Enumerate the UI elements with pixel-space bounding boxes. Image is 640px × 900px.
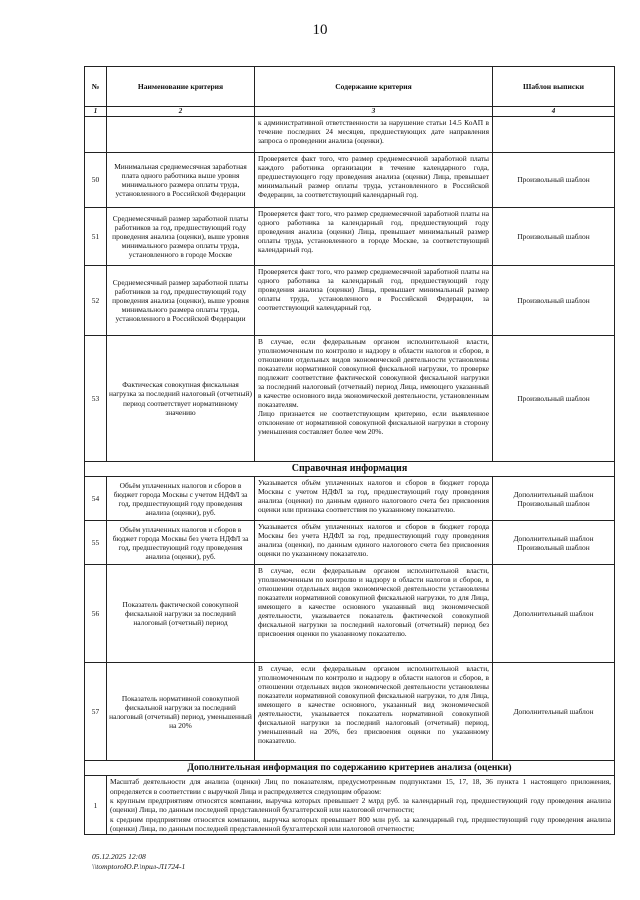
table-row [85,565,615,663]
table-row [85,776,615,835]
row-name: Минимальная среднемесячная заработная плата одного работника выше уровня минимального размера оплаты труда, установленного в Российской Федерации [107,153,255,208]
row-content: Проверяется факт того, что размер среднемесячной заработной платы на одного работника за календарный год, предшествующий году проведения анализа (оценки) Лица, превышает минимальный размер оплаты труда, установленного в Российской Федерации, за соответствующий календарный год. [255,266,493,336]
header-name: Наименование критерия [107,67,255,107]
row-content: Указывается объём уплаченных налогов и сборов в бюджет города Москвы без учета НДФЛ за год, предшествующий году проведения анализа (оценки), по данным единого налогового счета без присвоения оценки по указанному показателю. [255,521,493,565]
row-name: Среднемесячный размер заработной платы работников за год, предшествующий году проведения анализа (оценки), выше уровня минимального размера оплаты труда, установленного в Российской Федерации [107,266,255,336]
section-row [85,462,615,477]
table-header-row [85,67,615,107]
footer-date: 05.12.2025 12:08 [92,852,146,861]
header-numbers-row [85,107,615,117]
table-row [85,663,615,761]
row-content-paragraph: Лицо признается не соответствующим критерию, если выявленное отклонение от нормативной совокупной фискальной нагрузки в сторону уменьшения составляет более чем 20%. [258,409,489,437]
additional-paragraph: к средним предприятиям относятся компании, выручка которых превышает 800 млн руб. за календарный год, предшествующий году проведения анализа (оценки) Лица, по данным последней представленной бухгалтерской или налоговой отчетности; [110,814,611,833]
row-num: 55 [85,521,107,565]
row-content-cell: к административной ответственности за нарушение статьи 14.5 КоАП в течение последних 24 месяцев, предшествующих дате направления запроса о проведении анализа (оценки). [255,117,493,153]
section-heading-additional: Дополнительная информация по содержанию критериев анализа (оценки) [85,761,615,776]
row-num: 56 [85,565,107,663]
row-content: Указывается объём уплаченных налогов и сборов в бюджет города Москвы с учетом НДФЛ за год, предшествующий году проведения анализа (оценки) по данным единого налогового счета без присвоения оценки или признака соответствия по указанному показателю. [255,477,493,521]
row-content: В случае, если федеральным органом исполнительной власти, уполномоченным по контролю и надзору в области налогов и сборов, в отношении отдельных видов экономической деятельности установлены показатели нормативной совокупной фискальной нагрузки, то для Лица, имеющего в качестве основного, указанный вид экономической деятельности, указывается показатель нормативной совокупной фискальной нагрузки за последний налоговый (отчетный) период, уменьшенный на 20%, без присвоения оценки по указанному показателю. [255,663,493,761]
row-content: Проверяется факт того, что размер среднемесячной заработной платы каждого работника организации в течение календарного года, предшествующего году проведения анализа (оценки) Лица, превышает минимальный размер оплаты труда, установленного в Российской Федерации, за соответствующий календарный год. [255,153,493,208]
row-template: Произвольный шаблон [493,336,615,462]
page-number: 10 [312,22,328,38]
row-content: В случае, если федеральным органом исполнительной власти, уполномоченным по контролю и надзору в области налогов и сборов, в отношении отдельных видов экономической деятельности установлены показатели нормативной совокупной фискальной нагрузки, то для Лица, имеющего в качестве основного указанный вид экономической деятельности, указывается показатель фактической совокупной фискальной нагрузки за последний налоговый (отчетный) период без присвоения оценки по указанному показателю. [255,565,493,663]
row-num: 53 [85,336,107,462]
criteria-table [84,66,615,835]
table-row [85,521,615,565]
row-num: 52 [85,266,107,336]
table-row [85,477,615,521]
row-num: 1 [85,776,107,835]
section-row [85,761,615,776]
row-content [255,336,493,462]
section-heading-reference: Справочная информация [85,462,615,477]
additional-paragraph: Масштаб деятельности для анализа (оценки) Лиц по показателям, предусмотренным подпунктами 15, 17, 18, 36 пункта 1 настоящего приложения, определяется в соответствии с выручкой Лица и распределяется следующим образом: [110,777,611,796]
row-content [107,776,615,835]
header-number: 1 [85,107,107,117]
row-num: 51 [85,208,107,266]
row-num: 50 [85,153,107,208]
row-template: Произвольный шаблон [493,153,615,208]
table-row [85,336,615,462]
row-name: Объём уплаченных налогов и сборов в бюджет города Москвы с учетом НДФЛ за год, предшествующий году проведения анализа (оценки), руб. [107,477,255,521]
row-name-cell [107,117,255,153]
table-row [85,153,615,208]
row-name: Показатель нормативной совокупной фискальной нагрузки за последний налоговый (отчетный) период, уменьшенный на 20% [107,663,255,761]
row-name: Объём уплаченных налогов и сборов в бюджет города Москвы без учета НДФЛ за год, предшествующий году проведения анализа (оценки), руб. [107,521,255,565]
row-template: Произвольный шаблон [493,266,615,336]
table-row [85,117,615,153]
row-content: Проверяется факт того, что размер среднемесячной заработной платы на одного работника за календарный год, предшествующий году проведения анализа (оценки) Лица, превышает минимальный размер оплаты труда, установленного в городе Москве, за соответствующий календарный год. [255,208,493,266]
header-template: Шаблон выписки [493,67,615,107]
document-footer [92,852,185,873]
row-num-cell [85,117,107,153]
row-template: Дополнительный шаблон [493,663,615,761]
header-number: 4 [493,107,615,117]
row-template: Произвольный шаблон [493,208,615,266]
table-row [85,208,615,266]
row-content-paragraph: В случае, если федеральным органом исполнительной власти, уполномоченным по контролю и надзору в области налогов и сборов, в отношении отдельных видов экономической деятельности установлены показатели нормативной совокупной фискальной нагрузки, то проверке подлежит соответствие фактической совокупной фискальной нагрузки за последний налоговый (отчетный) период Лица, имеющего указанный в качестве основного вида экономической деятельности, установленным показателям. [258,337,489,410]
row-template: Дополнительный шаблон Произвольный шаблон [493,477,615,521]
row-name: Показатель фактической совокупной фискальной нагрузки за последний налоговый (отчетный) период [107,565,255,663]
row-template-cell [493,117,615,153]
header-number: 2 [107,107,255,117]
additional-paragraph: к крупным предприятиям относятся компании, выручка которых превышает 2 млрд руб. за календарный год, предшествующий году проведения анализа (оценки) Лица, по данным последней представленной бухгалтерской или налоговой отчетности; [110,795,611,815]
row-template: Дополнительный шаблон Произвольный шаблон [493,521,615,565]
table-row [85,266,615,336]
row-num: 54 [85,477,107,521]
row-num: 57 [85,663,107,761]
footer-path: \\tomptoroЮ.Р.\прил-Л1724-1 [92,862,186,872]
row-name: Среднемесячный размер заработной платы работников за год, предшествующий году проведения анализа (оценки), выше уровня минимального размера оплаты труда, установленного в городе Москве [107,208,255,266]
header-content: Содержание критерия [255,67,493,107]
row-template: Дополнительный шаблон [493,565,615,663]
header-num: № [85,67,107,107]
header-number: 3 [255,107,493,117]
row-name: Фактическая совокупная фискальная нагрузка за последний налоговый (отчетный) период соответствует нормативному значению [107,336,255,462]
